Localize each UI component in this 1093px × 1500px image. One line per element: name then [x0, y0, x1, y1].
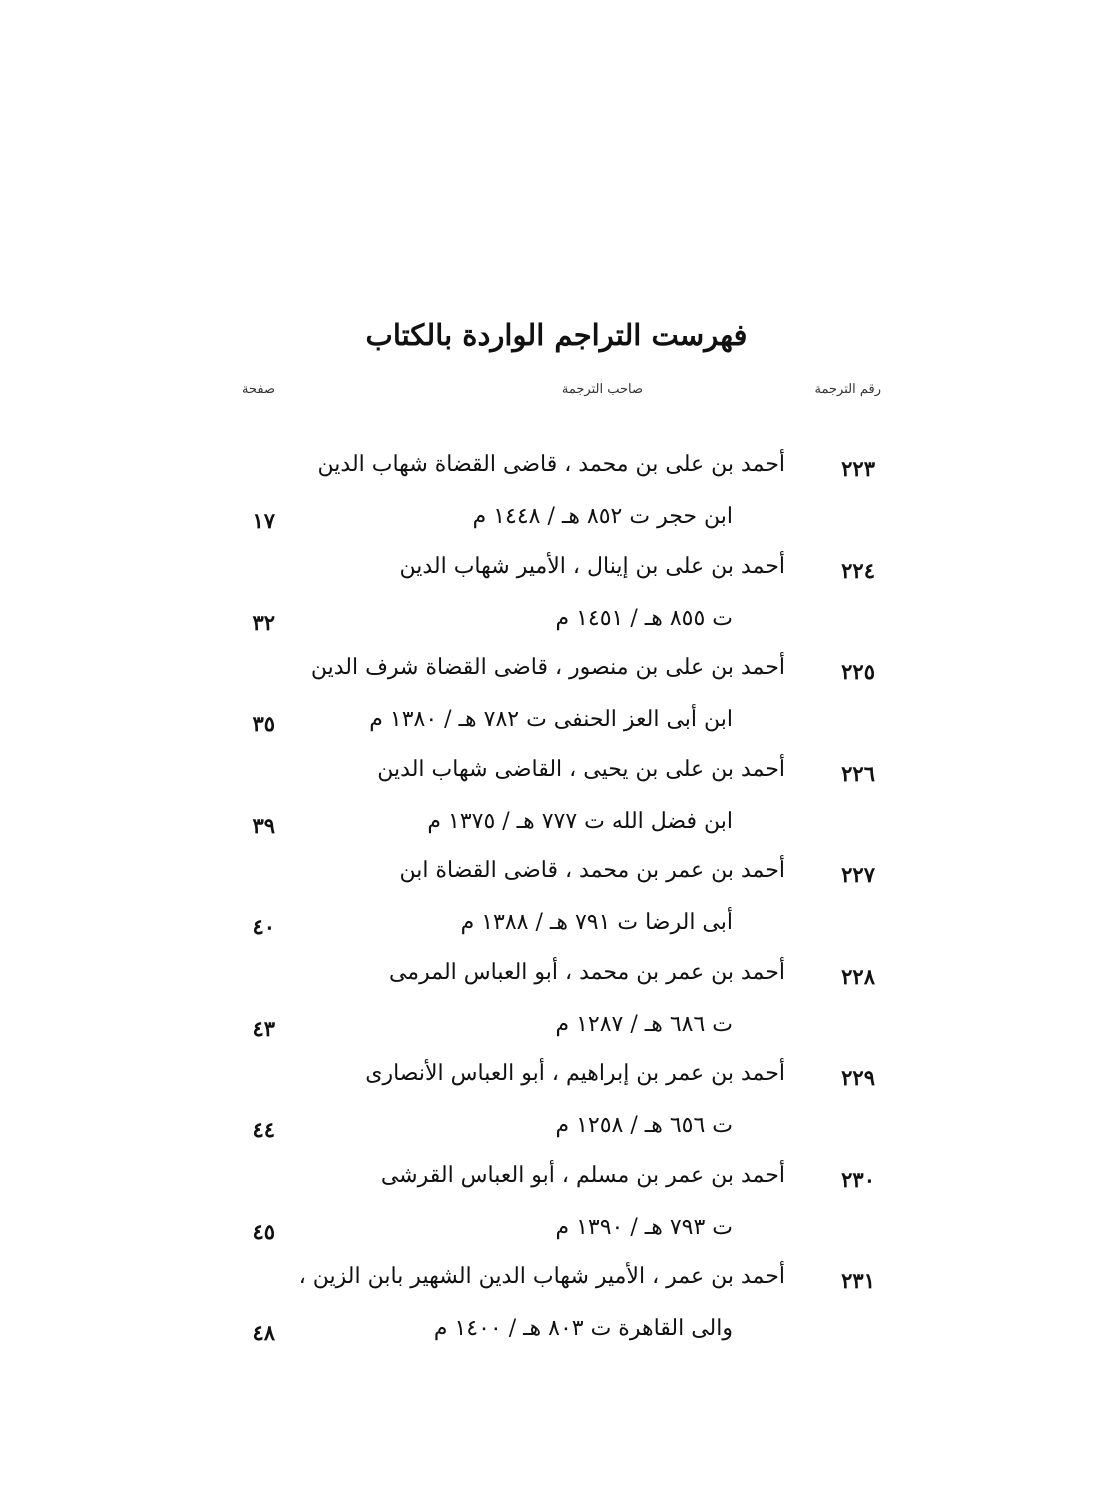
index-entry — [0, 1061, 1093, 1163]
entry-page: ٤٥ — [252, 1218, 275, 1244]
header-entry-number: رقم الترجمة — [814, 382, 881, 397]
entry-page: ٤٣ — [252, 1015, 275, 1041]
entry-number: ٢٣١ — [841, 1268, 875, 1293]
entry-name-line2: والى القاهرة ت ٨٠٣ هـ / ١٤٠٠ م — [433, 1316, 733, 1341]
entry-number: ٢٢٤ — [841, 557, 875, 583]
index-entry — [0, 655, 1093, 757]
entry-page: ٤٤ — [252, 1117, 275, 1142]
entry-name-line1: أحمد بن على بن يحيى ، القاضى شهاب الدين — [377, 756, 785, 782]
entry-name-line2: ابن أبى العز الحنفى ت ٧٨٢ هـ / ١٣٨٠ م — [369, 707, 733, 732]
index-entry — [0, 858, 1093, 960]
entry-name-line1: أحمد بن على بن محمد ، قاضى القضاة شهاب الدين — [317, 452, 785, 477]
entry-name-line2: ت ٦٨٦ هـ / ١٢٨٧ م — [555, 1011, 733, 1037]
index-entry — [0, 1163, 1093, 1265]
entry-name-line2: أبى الرضا ت ٧٩١ هـ / ١٣٨٨ م — [460, 910, 733, 935]
entry-page: ١٧ — [252, 508, 275, 533]
entry-name-line1: أحمد بن عمر بن إبراهيم ، أبو العباس الأنصارى — [365, 1061, 785, 1086]
entry-name-line1: أحمد بن على بن منصور ، قاضى القضاة شرف الدين — [310, 655, 785, 680]
entry-page: ٣٩ — [252, 812, 275, 838]
page-title: فهرست التراجم الواردة بالكتاب — [365, 318, 748, 352]
entry-number: ٢٢٦ — [841, 760, 875, 786]
entry-name-line2: ت ٨٥٥ هـ / ١٤٥١ م — [555, 605, 733, 631]
index-entry — [0, 1264, 1093, 1366]
entry-name-line2: ابن حجر ت ٨٥٢ هـ / ١٤٤٨ م — [472, 504, 733, 529]
entry-page: ٣٢ — [252, 609, 275, 635]
column-headers — [0, 382, 1093, 406]
entry-name-line1: أحمد بن عمر بن محمد ، أبو العباس المرمى — [388, 959, 785, 985]
index-entries — [0, 452, 1093, 1366]
header-page: صفحة — [242, 382, 275, 397]
entry-name-line2: ت ٧٩٣ هـ / ١٣٩٠ م — [555, 1214, 733, 1240]
entry-number: ٢٢٥ — [841, 659, 875, 684]
entry-number: ٢٢٨ — [841, 963, 875, 989]
entry-page: ٣٥ — [252, 711, 275, 736]
entry-name-line2: ت ٦٥٦ هـ / ١٢٥٨ م — [555, 1113, 733, 1138]
entry-page: ٤٠ — [252, 914, 275, 939]
entry-name-line1: أحمد بن عمر ، الأمير شهاب الدين الشهير بابن الزين ، — [298, 1264, 785, 1289]
entry-number: ٢٢٩ — [841, 1065, 875, 1090]
index-entry — [0, 452, 1093, 554]
entry-number: ٢٣٠ — [841, 1166, 875, 1192]
index-entry — [0, 554, 1093, 656]
entry-name-line2: ابن فضل الله ت ٧٧٧ هـ / ١٣٧٥ م — [427, 808, 733, 834]
entry-name-line1: أحمد بن عمر بن مسلم ، أبو العباس القرشى — [380, 1162, 785, 1188]
index-entry — [0, 757, 1093, 859]
index-entry — [0, 960, 1093, 1062]
entry-number: ٢٢٣ — [841, 456, 875, 481]
entry-number: ٢٢٧ — [841, 862, 875, 887]
entry-page: ٤٨ — [252, 1320, 275, 1345]
entry-name-line1: أحمد بن عمر بن محمد ، قاضى القضاة ابن — [399, 858, 785, 883]
entry-name-line1: أحمد بن على بن إينال ، الأمير شهاب الدين — [399, 553, 785, 579]
header-entry-name: صاحب الترجمة — [561, 382, 643, 397]
